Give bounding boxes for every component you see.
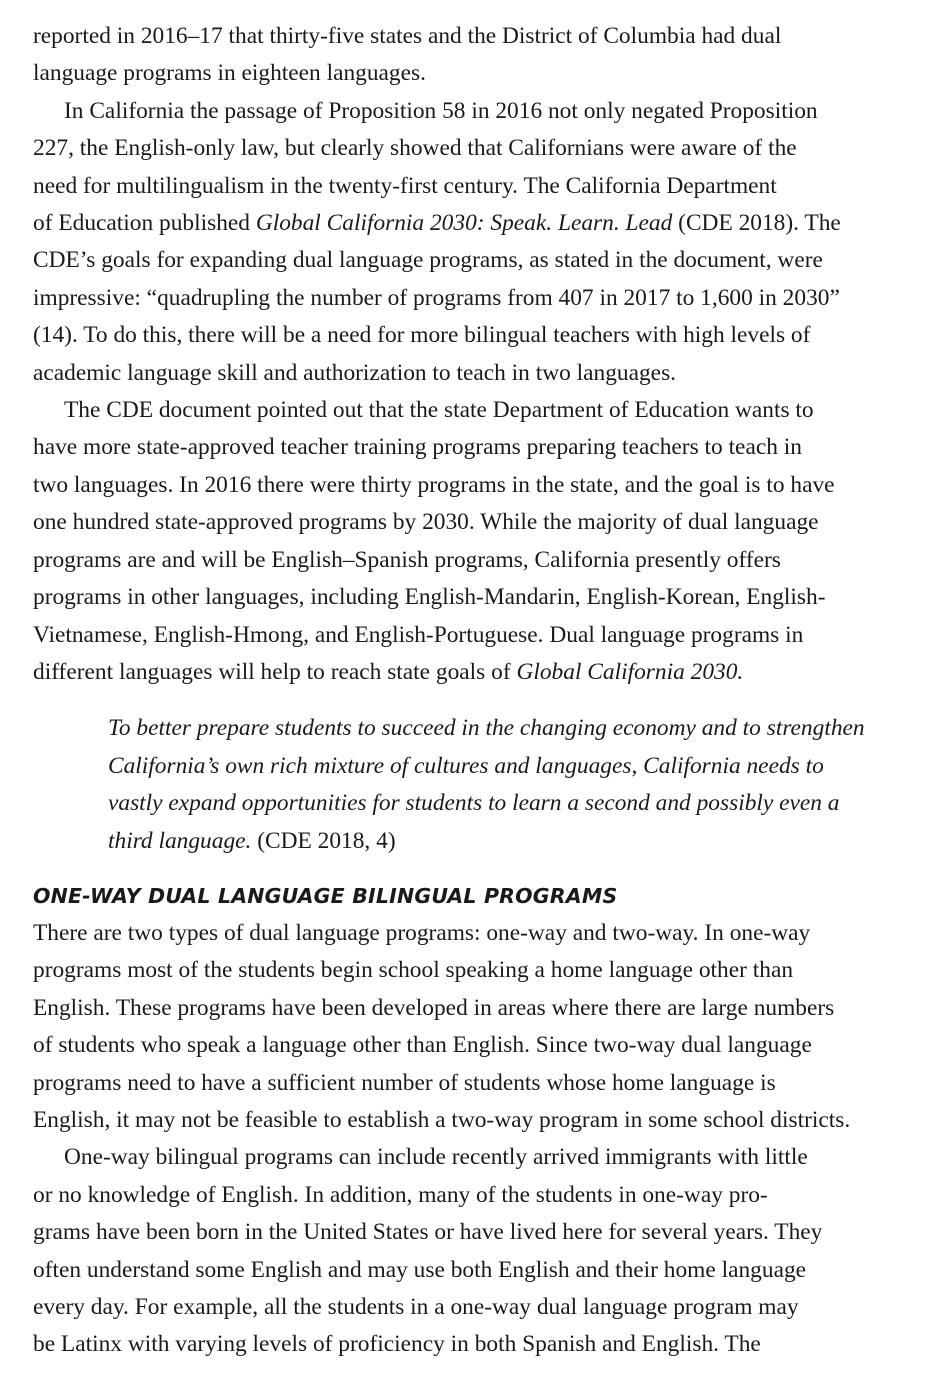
quote-line: To better prepare students to succeed in the changing economy and to strengthen <box>108 715 865 742</box>
text-line: Vietnamese, English-Hmong, and English-Portuguese. Dual language programs in <box>33 621 804 648</box>
text-line: There are two types of dual language programs: one-way and two-way. In one-way <box>33 919 811 946</box>
text-line: of students who speak a language other than English. Since two-way dual language <box>33 1032 812 1059</box>
text-line: one hundred state-approved programs by 2030. While the majority of dual language <box>33 509 819 536</box>
document-title: Global California 2030. <box>516 658 744 685</box>
paragraph-2 <box>33 93 936 392</box>
text-line: two languages. In 2016 there were thirty programs in the state, and the goal is to have <box>33 471 835 498</box>
text-line: have more state-approved teacher training programs preparing teachers to teach in <box>33 434 802 461</box>
text-line: English. These programs have been developed in areas where there are large numbers <box>33 994 835 1021</box>
paragraph-5 <box>33 1139 936 1363</box>
paragraph-3 <box>33 392 936 691</box>
text-line: programs need to have a sufficient number of students whose home language is <box>33 1069 776 1096</box>
text-line: One-way bilingual programs can include recently arrived immigrants with little <box>64 1144 808 1171</box>
text-line: be Latinx with varying levels of proficiency in both Spanish and English. The <box>33 1331 761 1358</box>
text-line: programs are and will be English–Spanish programs, California presently offers <box>33 546 781 573</box>
text-line: (14). To do this, there will be a need for more bilingual teachers with high levels of <box>33 322 811 349</box>
text-line: impressive: “quadrupling the number of programs from 407 in 2017 to 1,600 in 2030” <box>33 284 840 311</box>
quote-text: third language. <box>108 827 252 854</box>
text-line: CDE’s goals for expanding dual language programs, as stated in the document, were <box>33 247 823 274</box>
text-line: programs in other languages, including English-Mandarin, English-Korean, English- <box>33 584 826 611</box>
text-segment: of Education published <box>33 210 256 237</box>
document-title: Global California 2030: Speak. Learn. Lead <box>255 210 673 237</box>
text-line: In California the passage of Proposition 58 in 2016 not only negated Proposition <box>64 97 818 124</box>
paragraph-1 <box>33 18 936 93</box>
text-line: 227, the English-only law, but clearly showed that Californians were aware of the <box>33 135 797 162</box>
quote-citation: (CDE 2018, 4) <box>251 827 396 854</box>
text-line <box>33 654 936 691</box>
quote-line: California’s own rich mixture of cultures and languages, California needs to <box>108 752 824 779</box>
text-line: every day. For example, all the students in a one-way dual language program may <box>33 1294 799 1320</box>
text-line: or no knowledge of English. In addition, many of the students in one-way pro- <box>33 1181 768 1208</box>
text-line <box>33 205 936 242</box>
section-heading: ONE-WAY DUAL LANGUAGE BILINGUAL PROGRAMS <box>33 883 618 908</box>
text-line: The CDE document pointed out that the state Department of Education wants to <box>64 397 814 424</box>
paragraph-4 <box>33 915 936 1139</box>
text-line: reported in 2016–17 that thirty-five states and the District of Columbia had dual <box>33 23 782 49</box>
text-line: programs most of the students begin school speaking a home language other than <box>33 957 794 984</box>
quote-line <box>108 823 936 860</box>
quote-line: vastly expand opportunities for students to learn a second and possibly even a <box>108 790 840 817</box>
text-segment: (CDE 2018). The <box>672 210 841 237</box>
text-line: English, it may not be feasible to establish a two-way program in some school districts. <box>33 1106 851 1133</box>
text-segment: different languages will help to reach state goals of <box>33 658 517 685</box>
text-line: academic language skill and authorization to teach in two languages. <box>33 359 677 386</box>
block-quote <box>33 710 936 860</box>
text-line: need for multilingualism in the twenty-first century. The California Department <box>33 172 777 199</box>
text-line: grams have been born in the United States or have lived here for several years. They <box>33 1219 823 1246</box>
text-line: language programs in eighteen languages. <box>33 60 426 87</box>
text-line: often understand some English and may use both English and their home language <box>33 1256 807 1283</box>
